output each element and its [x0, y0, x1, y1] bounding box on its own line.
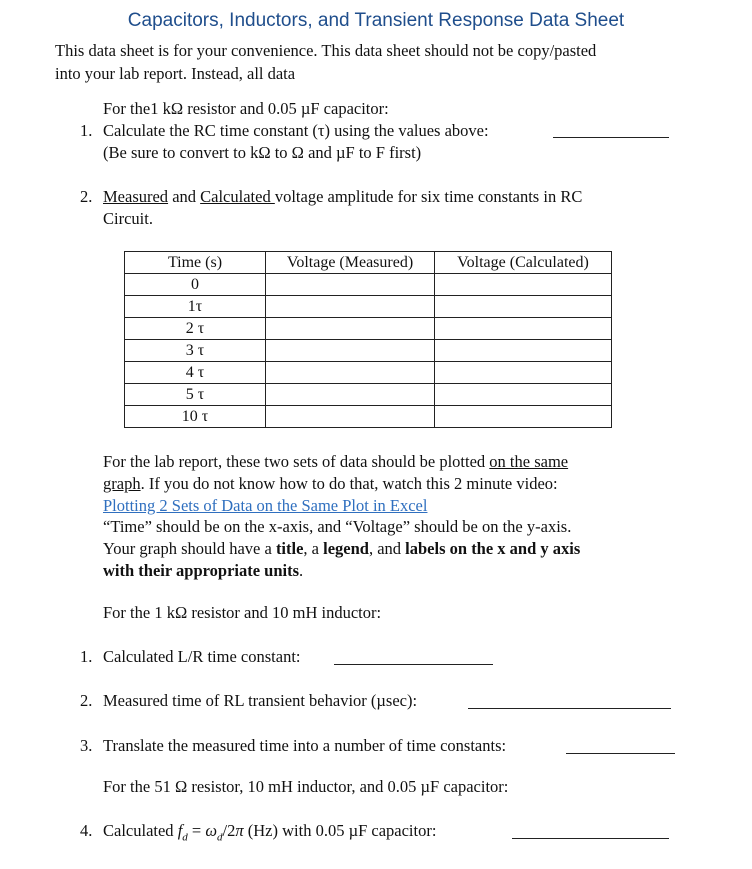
calculated-cell[interactable]: [435, 406, 612, 428]
rl-q1-text: Calculated L/R time constant:: [103, 647, 301, 666]
rlc-q4-omega-sub: d: [217, 831, 223, 844]
instructions-line-5: [103, 539, 580, 559]
rl-q1-number: 1.: [80, 647, 93, 666]
rl-q3-number: 3.: [80, 736, 93, 755]
rc-q2-number: 2.: [80, 187, 93, 206]
rl-given: For the 1 kΩ resistor and 10 mH inductor:: [103, 603, 382, 622]
rlc-q4-f-sub: d: [182, 831, 188, 844]
instructions-labels: labels on the x and y axis: [405, 539, 581, 558]
rl-q3-answer-blank[interactable]: [566, 753, 675, 754]
rl-q2-answer-blank[interactable]: [468, 708, 671, 709]
rlc-q4-number: 4.: [80, 821, 93, 840]
rl-q1-answer-blank[interactable]: [334, 664, 493, 665]
rc-q1-number: 1.: [80, 121, 93, 140]
rlc-q4-div: /2: [222, 821, 236, 840]
instructions-line-4: “Time” should be on the x-axis, and “Voltage” should be on the y-axis.: [103, 517, 572, 536]
instructions-legend: legend: [323, 539, 369, 558]
calculated-cell[interactable]: [435, 384, 612, 406]
rlc-given: For the 51 Ω resistor, 10 mH inductor, and 0.05 µF capacitor:: [103, 777, 509, 796]
table-row: [125, 340, 612, 362]
table-row: [125, 406, 612, 428]
instructions-line-2: [103, 474, 558, 494]
time-cell: 1τ: [125, 296, 266, 318]
rc-given: For the1 kΩ resistor and 0.05 µF capacitor:: [103, 99, 389, 118]
measured-cell[interactable]: [266, 406, 435, 428]
calculated-cell[interactable]: [435, 296, 612, 318]
time-cell: 2 τ: [125, 318, 266, 340]
instructions-l6-end: .: [299, 561, 304, 580]
time-cell: 5 τ: [125, 384, 266, 406]
instructions-line-1: [103, 452, 568, 472]
instructions-l1a: For the lab report, these two sets of data should be plotted: [103, 452, 490, 471]
header-time: Time (s): [125, 252, 266, 274]
intro-line-1: This data sheet is for your convenience. This data sheet should not be copy/pasted: [55, 41, 597, 60]
rl-q2-number: 2.: [80, 691, 93, 710]
time-cell: 0: [125, 274, 266, 296]
rc-q2-calculated: Calculated: [200, 187, 275, 206]
page-title: Capacitors, Inductors, and Transient Response Data Sheet: [127, 10, 625, 31]
rlc-q4-eq: =: [187, 821, 206, 840]
time-cell: 10 τ: [125, 406, 266, 428]
rlc-q4-post: (Hz) with 0.05 µF capacitor:: [243, 821, 437, 840]
instructions-same: on the same: [489, 452, 569, 471]
time-cell: 4 τ: [125, 362, 266, 384]
rc-q2-and: and: [168, 187, 201, 206]
instructions-units: with their appropriate units: [103, 561, 300, 580]
rlc-q4-pre: Calculated: [103, 821, 178, 840]
measured-cell[interactable]: [266, 340, 435, 362]
instructions-l2b: . If you do not know how to do that, watch this 2 minute video:: [140, 474, 558, 493]
rc-q1-note: (Be sure to convert to kΩ to Ω and µF to F first): [103, 143, 422, 162]
calculated-cell[interactable]: [435, 362, 612, 384]
rlc-q4-omega: ω: [205, 821, 217, 840]
measured-cell[interactable]: [266, 296, 435, 318]
instructions-title: title: [275, 539, 304, 558]
table-row: [125, 274, 612, 296]
rl-q3-text: Translate the measured time into a number of time constants:: [103, 736, 507, 755]
table-row: [125, 318, 612, 340]
instructions-l5e: , and: [368, 539, 406, 558]
calculated-cell[interactable]: [435, 274, 612, 296]
time-cell: 3 τ: [125, 340, 266, 362]
rlc-q4-text: [103, 821, 436, 847]
calculated-cell[interactable]: [435, 340, 612, 362]
rc-q2-line2: Circuit.: [103, 209, 153, 228]
intro-line-2: into your lab report. Instead, all data: [55, 64, 296, 83]
instructions-line-6: [103, 561, 303, 581]
rlc-q4-pi: π: [235, 821, 244, 840]
rc-q1-text: Calculate the RC time constant (τ) using the values above:: [103, 121, 489, 140]
rc-q2-rest: voltage amplitude for six time constants in RC: [274, 187, 583, 206]
calculated-cell[interactable]: [435, 318, 612, 340]
header-voltage-calculated: Voltage (Calculated): [435, 252, 612, 274]
instructions-graph: graph: [103, 474, 141, 493]
measured-cell[interactable]: [266, 318, 435, 340]
rc-q2-measured: Measured: [103, 187, 169, 206]
measured-cell[interactable]: [266, 384, 435, 406]
measured-cell[interactable]: [266, 274, 435, 296]
rc-q1-answer-blank[interactable]: [553, 137, 669, 138]
voltage-data-table: [124, 251, 612, 428]
table-row: [125, 384, 612, 406]
rc-q2-text: [103, 187, 582, 207]
table-row: [125, 362, 612, 384]
table-row: [125, 296, 612, 318]
rlc-q4-answer-blank[interactable]: [512, 838, 669, 839]
measured-cell[interactable]: [266, 362, 435, 384]
excel-video-link[interactable]: Plotting 2 Sets of Data on the Same Plot in Excel: [103, 496, 428, 515]
instructions-l5c: , a: [303, 539, 324, 558]
instructions-l5a: Your graph should have a: [103, 539, 276, 558]
rlc-q4-f: f: [177, 821, 183, 840]
table-header-row: [125, 252, 612, 274]
rl-q2-text: Measured time of RL transient behavior (µsec):: [103, 691, 418, 710]
header-voltage-measured: Voltage (Measured): [266, 252, 435, 274]
